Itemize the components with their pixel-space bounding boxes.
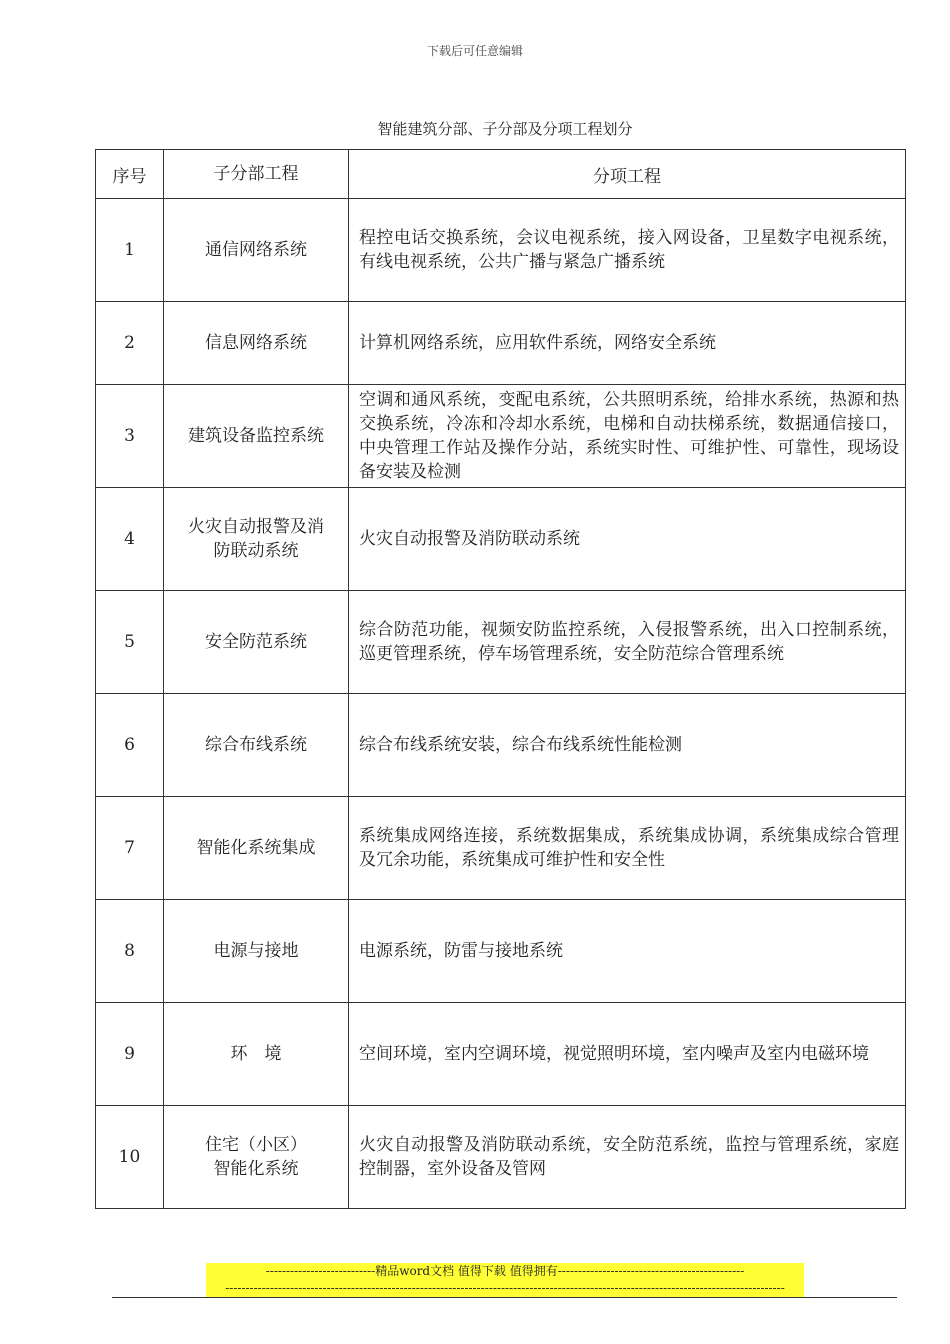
document-title: 智能建筑分部、子分部及分项工程划分	[377, 120, 633, 138]
row-subsection: 电源与接地	[164, 900, 349, 1003]
row-subsection: 火灾自动报警及消防联动系统	[164, 488, 349, 591]
row-subsection: 住宅（小区）智能化系统	[164, 1106, 349, 1209]
row-index: 4	[96, 488, 164, 591]
table-row	[96, 488, 906, 591]
row-subsection: 建筑设备监控系统	[164, 385, 349, 488]
row-subsection: 环 境	[164, 1003, 349, 1106]
footer-banner-dashes: ------------------------------------------------------------------------------------------------------------------------------------------	[206, 1280, 804, 1297]
row-items: 计算机网络系统，应用软件系统，网络安全系统	[349, 302, 906, 385]
table-row	[96, 1003, 906, 1106]
table-row	[96, 1106, 906, 1209]
header-items: 分项工程	[349, 150, 906, 199]
header-subsection: 子分部工程	[164, 150, 349, 199]
row-items: 综合防范功能，视频安防监控系统，入侵报警系统，出入口控制系统，巡更管理系统，停车场管理系统，安全防范综合管理系统	[349, 591, 906, 694]
row-items: 系统集成网络连接，系统数据集成，系统集成协调，系统集成综合管理及冗余功能，系统集成可维护性和安全性	[349, 797, 906, 900]
row-items: 空间环境，室内空调环境，视觉照明环境，室内噪声及室内电磁环境	[349, 1003, 906, 1106]
row-subsection: 综合布线系统	[164, 694, 349, 797]
row-items: 火灾自动报警及消防联动系统，安全防范系统，监控与管理系统，家庭控制器，室外设备及管网	[349, 1106, 906, 1209]
table-row	[96, 900, 906, 1003]
footer-divider	[112, 1297, 897, 1298]
header-note: 下载后可任意编辑	[426, 44, 523, 58]
row-index: 3	[96, 385, 164, 488]
table-row	[96, 302, 906, 385]
division-table	[95, 149, 906, 1209]
row-index: 9	[96, 1003, 164, 1106]
row-subsection: 信息网络系统	[164, 302, 349, 385]
row-items: 火灾自动报警及消防联动系统	[349, 488, 906, 591]
footer-banner-text: ---------------------------精品word文档 值得下载 值得拥有----------------------------------------------	[206, 1263, 804, 1280]
row-index: 6	[96, 694, 164, 797]
row-index: 1	[96, 199, 164, 302]
table-row	[96, 591, 906, 694]
row-items: 程控电话交换系统，会议电视系统，接入网设备，卫星数字电视系统，有线电视系统，公共广播与紧急广播系统	[349, 199, 906, 302]
row-subsection: 安全防范系统	[164, 591, 349, 694]
table-row	[96, 385, 906, 488]
row-index: 5	[96, 591, 164, 694]
table-row	[96, 694, 906, 797]
row-index: 8	[96, 900, 164, 1003]
header-index: 序号	[96, 150, 164, 199]
row-subsection: 智能化系统集成	[164, 797, 349, 900]
row-index: 7	[96, 797, 164, 900]
table-header-row	[96, 150, 906, 199]
row-index: 10	[96, 1106, 164, 1209]
row-items: 电源系统，防雷与接地系统	[349, 900, 906, 1003]
table-row	[96, 199, 906, 302]
row-subsection: 通信网络系统	[164, 199, 349, 302]
row-items: 空调和通风系统，变配电系统，公共照明系统，给排水系统，热源和热交换系统，冷冻和冷却水系统，电梯和自动扶梯系统，数据通信接口，中央管理工作站及操作分站，系统实时性、可维护性、可靠性，现场设备安装及检测	[349, 385, 906, 488]
row-index: 2	[96, 302, 164, 385]
table-row	[96, 797, 906, 900]
row-items: 综合布线系统安装，综合布线系统性能检测	[349, 694, 906, 797]
